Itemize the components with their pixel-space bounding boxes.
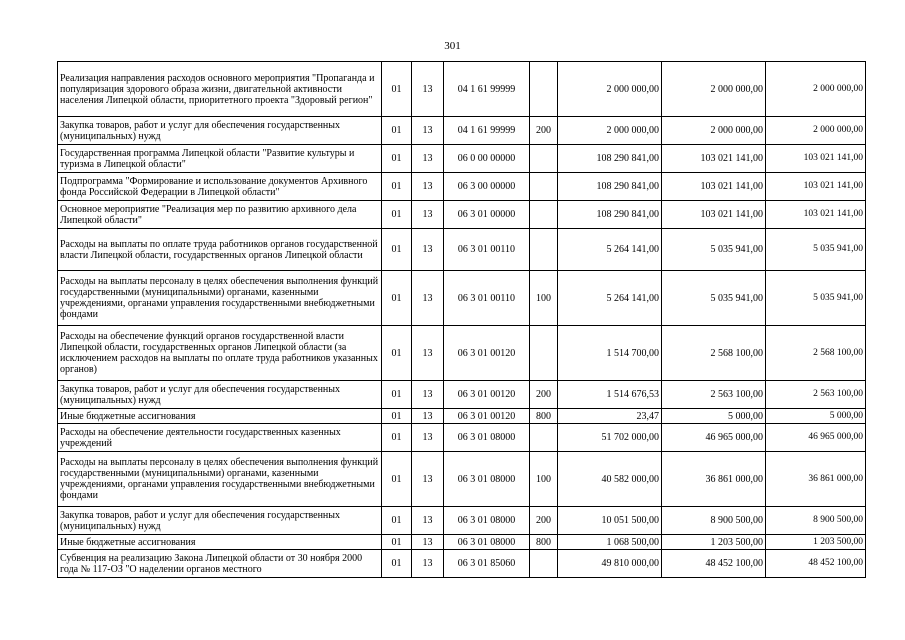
row-article: 04 1 61 99999 — [444, 117, 530, 145]
row-amount-year2: 5 035 941,00 — [662, 229, 766, 271]
row-subsection: 13 — [412, 507, 444, 535]
row-amount-year2: 2 568 100,00 — [662, 326, 766, 381]
row-subsection: 13 — [412, 535, 444, 550]
row-amount-year1: 108 290 841,00 — [558, 173, 662, 201]
row-article: 06 3 01 00120 — [444, 326, 530, 381]
row-name: Закупка товаров, работ и услуг для обеспечения государственных (муниципальных) нужд — [58, 117, 382, 145]
row-amount-year1: 10 051 500,00 — [558, 507, 662, 535]
row-expense-type — [530, 326, 558, 381]
row-section: 01 — [382, 229, 412, 271]
row-amount-year3: 46 965 000,00 — [766, 424, 866, 452]
row-amount-year3: 8 900 500,00 — [766, 507, 866, 535]
row-article: 06 3 01 00000 — [444, 201, 530, 229]
table-row — [58, 507, 866, 535]
row-amount-year3: 2 563 100,00 — [766, 381, 866, 409]
row-amount-year2: 48 452 100,00 — [662, 550, 766, 578]
row-subsection: 13 — [412, 145, 444, 173]
row-section: 01 — [382, 424, 412, 452]
row-name: Реализация направления расходов основного мероприятия "Пропаганда и популяризация здорового образа жизни, двигательной активности населения Липецкой области, приоритетного проекта "Здоровый регион" — [58, 62, 382, 117]
row-article: 04 1 61 99999 — [444, 62, 530, 117]
row-amount-year3: 103 021 141,00 — [766, 173, 866, 201]
row-name: Расходы на обеспечение функций органов государственной власти Липецкой области, государственных органов Липецкой области (за исключением расходов на выплаты по оплате труда работников указанных органов) — [58, 326, 382, 381]
row-section: 01 — [382, 452, 412, 507]
row-expense-type: 200 — [530, 117, 558, 145]
row-article: 06 0 00 00000 — [444, 145, 530, 173]
row-name: Иные бюджетные ассигнования — [58, 409, 382, 424]
row-section: 01 — [382, 271, 412, 326]
row-expense-type — [530, 62, 558, 117]
row-subsection: 13 — [412, 62, 444, 117]
row-subsection: 13 — [412, 424, 444, 452]
row-section: 01 — [382, 201, 412, 229]
table-row — [58, 535, 866, 550]
row-article: 06 3 01 08000 — [444, 452, 530, 507]
row-name: Подпрограмма "Формирование и использование документов Архивного фонда Российской Федерации в Липецкой области" — [58, 173, 382, 201]
row-name: Основное мероприятие "Реализация мер по развитию архивного дела Липецкой области" — [58, 201, 382, 229]
row-expense-type: 100 — [530, 452, 558, 507]
row-section: 01 — [382, 381, 412, 409]
row-name: Расходы на выплаты персоналу в целях обеспечения выполнения функций государственными (муниципальными) органами, казенными учреждениями, органами управления государственными внебюджетными фондами — [58, 452, 382, 507]
row-expense-type — [530, 145, 558, 173]
row-article: 06 3 01 00120 — [444, 409, 530, 424]
row-amount-year2: 103 021 141,00 — [662, 201, 766, 229]
row-amount-year2: 36 861 000,00 — [662, 452, 766, 507]
row-amount-year2: 1 203 500,00 — [662, 535, 766, 550]
table-row — [58, 381, 866, 409]
row-amount-year2: 103 021 141,00 — [662, 145, 766, 173]
row-subsection: 13 — [412, 117, 444, 145]
row-amount-year2: 46 965 000,00 — [662, 424, 766, 452]
row-amount-year1: 1 514 700,00 — [558, 326, 662, 381]
row-amount-year2: 2 000 000,00 — [662, 117, 766, 145]
row-subsection: 13 — [412, 381, 444, 409]
row-amount-year3: 48 452 100,00 — [766, 550, 866, 578]
row-name: Закупка товаров, работ и услуг для обеспечения государственных (муниципальных) нужд — [58, 507, 382, 535]
row-expense-type: 200 — [530, 381, 558, 409]
table-row — [58, 550, 866, 578]
row-amount-year2: 5 000,00 — [662, 409, 766, 424]
row-subsection: 13 — [412, 409, 444, 424]
row-amount-year2: 5 035 941,00 — [662, 271, 766, 326]
row-expense-type: 200 — [530, 507, 558, 535]
row-section: 01 — [382, 535, 412, 550]
row-amount-year1: 1 068 500,00 — [558, 535, 662, 550]
row-expense-type — [530, 201, 558, 229]
row-amount-year3: 5 000,00 — [766, 409, 866, 424]
row-section: 01 — [382, 145, 412, 173]
table-row — [58, 452, 866, 507]
row-amount-year2: 8 900 500,00 — [662, 507, 766, 535]
row-section: 01 — [382, 507, 412, 535]
row-amount-year1: 5 264 141,00 — [558, 271, 662, 326]
row-article: 06 3 01 08000 — [444, 535, 530, 550]
row-amount-year2: 103 021 141,00 — [662, 173, 766, 201]
row-amount-year1: 5 264 141,00 — [558, 229, 662, 271]
row-amount-year3: 103 021 141,00 — [766, 145, 866, 173]
page-number: 301 — [444, 40, 461, 52]
row-article: 06 3 01 00120 — [444, 381, 530, 409]
table-row — [58, 173, 866, 201]
row-amount-year1: 2 000 000,00 — [558, 62, 662, 117]
row-section: 01 — [382, 117, 412, 145]
row-amount-year1: 40 582 000,00 — [558, 452, 662, 507]
row-amount-year1: 108 290 841,00 — [558, 201, 662, 229]
row-expense-type — [530, 550, 558, 578]
row-article: 06 3 01 08000 — [444, 424, 530, 452]
table-row — [58, 145, 866, 173]
row-expense-type — [530, 173, 558, 201]
table-row — [58, 62, 866, 117]
row-section: 01 — [382, 173, 412, 201]
table-row — [58, 424, 866, 452]
table-row — [58, 326, 866, 381]
row-amount-year3: 2 000 000,00 — [766, 62, 866, 117]
table-row — [58, 271, 866, 326]
row-amount-year1: 51 702 000,00 — [558, 424, 662, 452]
row-article: 06 3 01 85060 — [444, 550, 530, 578]
row-name: Расходы на обеспечение деятельности государственных казенных учреждений — [58, 424, 382, 452]
row-amount-year1: 1 514 676,53 — [558, 381, 662, 409]
row-amount-year3: 103 021 141,00 — [766, 201, 866, 229]
row-amount-year1: 49 810 000,00 — [558, 550, 662, 578]
row-subsection: 13 — [412, 173, 444, 201]
row-amount-year3: 5 035 941,00 — [766, 229, 866, 271]
row-amount-year2: 2 563 100,00 — [662, 381, 766, 409]
row-subsection: 13 — [412, 452, 444, 507]
row-amount-year3: 5 035 941,00 — [766, 271, 866, 326]
row-article: 06 3 00 00000 — [444, 173, 530, 201]
row-name: Расходы на выплаты по оплате труда работников органов государственной власти Липецкой области, государственных органов Липецкой области — [58, 229, 382, 271]
row-subsection: 13 — [412, 201, 444, 229]
row-section: 01 — [382, 62, 412, 117]
row-amount-year3: 36 861 000,00 — [766, 452, 866, 507]
row-article: 06 3 01 00110 — [444, 271, 530, 326]
row-section: 01 — [382, 326, 412, 381]
row-subsection: 13 — [412, 326, 444, 381]
row-expense-type: 800 — [530, 535, 558, 550]
row-section: 01 — [382, 409, 412, 424]
row-name: Иные бюджетные ассигнования — [58, 535, 382, 550]
row-subsection: 13 — [412, 550, 444, 578]
row-amount-year1: 23,47 — [558, 409, 662, 424]
budget-table — [57, 61, 866, 578]
row-name: Закупка товаров, работ и услуг для обеспечения государственных (муниципальных) нужд — [58, 381, 382, 409]
row-name: Субвенция на реализацию Закона Липецкой области от 30 ноября 2000 года № 117-ОЗ "О наделении органов местного — [58, 550, 382, 578]
table-row — [58, 201, 866, 229]
row-expense-type: 100 — [530, 271, 558, 326]
row-article: 06 3 01 00110 — [444, 229, 530, 271]
row-expense-type: 800 — [530, 409, 558, 424]
row-amount-year1: 108 290 841,00 — [558, 145, 662, 173]
row-amount-year3: 2 000 000,00 — [766, 117, 866, 145]
row-name: Государственная программа Липецкой области "Развитие культуры и туризма в Липецкой области" — [58, 145, 382, 173]
row-expense-type — [530, 424, 558, 452]
row-article: 06 3 01 08000 — [444, 507, 530, 535]
row-subsection: 13 — [412, 271, 444, 326]
row-amount-year3: 1 203 500,00 — [766, 535, 866, 550]
row-amount-year2: 2 000 000,00 — [662, 62, 766, 117]
row-expense-type — [530, 229, 558, 271]
row-section: 01 — [382, 550, 412, 578]
table-row — [58, 409, 866, 424]
row-subsection: 13 — [412, 229, 444, 271]
table-row — [58, 117, 866, 145]
table-row — [58, 229, 866, 271]
row-amount-year3: 2 568 100,00 — [766, 326, 866, 381]
row-amount-year1: 2 000 000,00 — [558, 117, 662, 145]
row-name: Расходы на выплаты персоналу в целях обеспечения выполнения функций государственными (муниципальными) органами, казенными учреждениями, органами управления государственными внебюджетными фондами — [58, 271, 382, 326]
